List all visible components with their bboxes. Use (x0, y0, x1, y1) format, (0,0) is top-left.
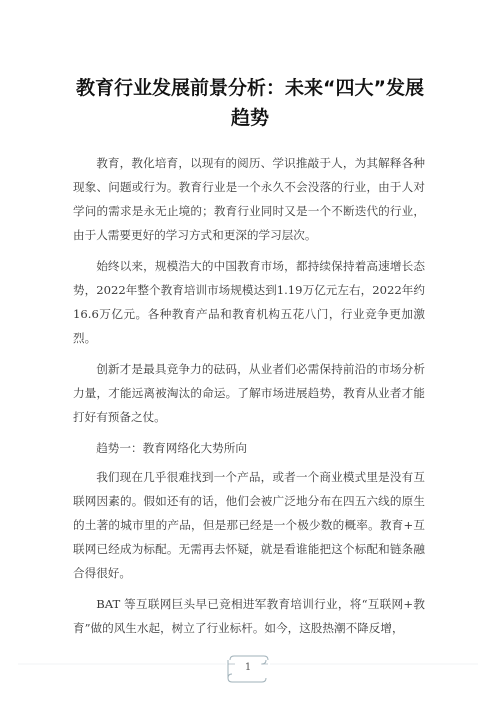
section-heading: 趋势一：教育网络化大势所向 (96, 441, 247, 455)
document-title: 教育行业发展前景分析：未来“四大”发展趋势 (76, 77, 424, 129)
paragraph: 始终以来，规模浩大的中国教育市场，都持续保持着高速增长态势，2022年整个教育培训市场规模达到1.19万亿元左右，2022年约16.6万亿元。各种教育产品和教育机构五花八门，行业竞争更加激烈。 (73, 259, 425, 345)
paragraph: 创新才是最具竞争力的砝码，从业者们必需保持前沿的市场分析力量，才能远离被淘汰的命运。了解市场进展趋势，教育从业者才能打好有预备之仗。 (73, 362, 425, 424)
paragraph: BAT 等互联网巨头早已竞相进军教育培训行业，将“互联网+教育”做的风生水起，树立了行业标杆。如今，这股热潮不降反增， (73, 597, 425, 635)
page-footer (0, 648, 496, 688)
paragraph: 我们现在几乎很难找到一个产品，或者一个商业模式里是没有互联网因素的。假如还有的话，他们会被广泛地分布在四五六线的原生的土著的城市里的产品，但是那已经是一个极少数的概率。教育+互联网已经成为标配。无需再去怀疑，就是看谁能把这个标配和链条融合得很好。 (73, 470, 425, 580)
paragraph: 教育，教化培育，以现有的阅历、学识推敲于人，为其解释各种现象、问题或行为。教育行业是一个永久不会没落的行业，由于人对学问的需求是永无止境的；教育行业同时又是一个不断迭代的行业，由于人需要更好的学习方式和更深的学习层次。 (73, 156, 425, 242)
page-number: 1 (244, 662, 252, 673)
document-body (73, 151, 425, 647)
